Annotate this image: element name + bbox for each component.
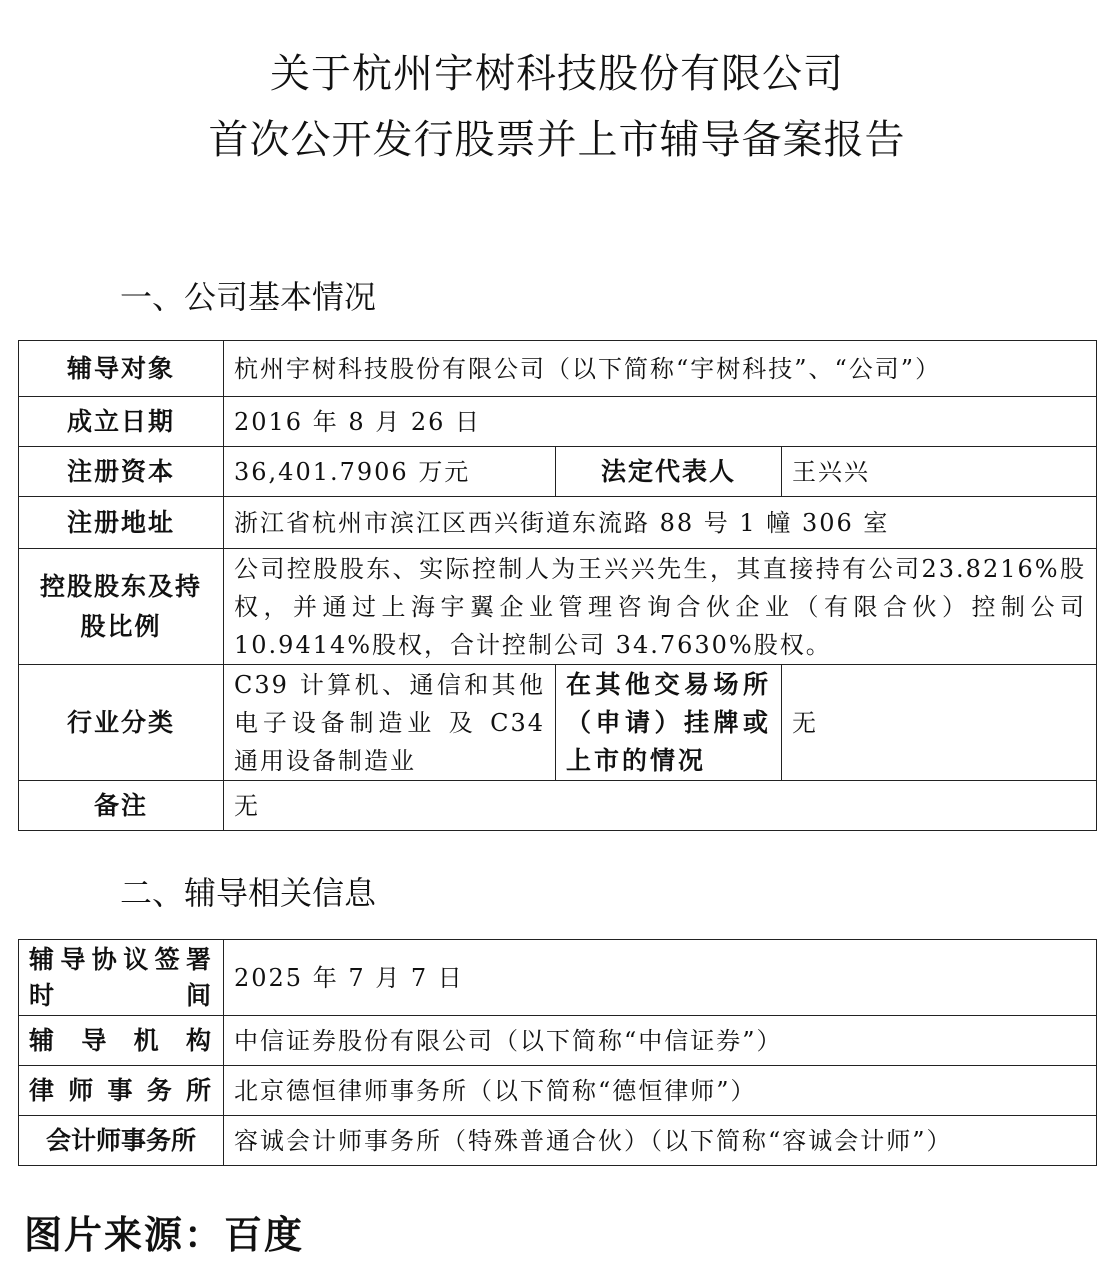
- agreement-value: 2025 年 7 月 7 日: [224, 940, 1097, 1016]
- table-row: [19, 940, 1097, 1016]
- table-row: [19, 549, 1097, 665]
- subject-label: 辅导对象: [19, 341, 224, 397]
- industry-label: 行业分类: [19, 665, 224, 781]
- agreement-label-line1: 辅导协议签署: [29, 944, 213, 974]
- founded-value: 2016 年 8 月 26 日: [224, 397, 1097, 447]
- industry-value: C39 计算机、通信和其他电子设备制造业 及 C34 通用设备制造业: [224, 665, 556, 781]
- document-title-line2: 首次公开发行股票并上市辅导备案报告: [208, 117, 906, 163]
- section1-heading: 一、公司基本情况: [120, 278, 377, 316]
- agreement-label: [19, 940, 224, 1016]
- table-row: [19, 447, 1097, 497]
- table-row: [19, 665, 1097, 781]
- address-label: 注册地址: [19, 497, 224, 549]
- subject-value: 杭州宇树科技股份有限公司（以下简称“宇树科技”、“公司”）: [224, 341, 1097, 397]
- tutoring-info-table: [18, 939, 1097, 1166]
- table-row: [19, 1116, 1097, 1166]
- listing-value: 无: [782, 665, 1097, 781]
- company-info-table: [18, 340, 1097, 831]
- remark-value: 无: [224, 781, 1097, 831]
- listing-label: 在其他交易场所（申请）挂牌或上市的情况: [556, 665, 782, 781]
- founded-label: 成立日期: [19, 397, 224, 447]
- law-firm-value: 北京德恒律师事务所（以下简称“德恒律师”）: [224, 1066, 1097, 1116]
- document-title-line1: 关于杭州宇树科技股份有限公司: [270, 51, 844, 97]
- capital-value: 36,401.7906 万元: [224, 447, 556, 497]
- legal-rep-label: 法定代表人: [556, 447, 782, 497]
- image-source-caption: 图片来源：百度: [24, 1213, 305, 1257]
- accounting-firm-value: 容诚会计师事务所（特殊普通合伙）（以下简称“容诚会计师”）: [224, 1116, 1097, 1166]
- table-row: [19, 1016, 1097, 1066]
- agreement-label-line2: 时 间: [29, 980, 213, 1010]
- legal-rep-value: 王兴兴: [782, 447, 1097, 497]
- capital-label: 注册资本: [19, 447, 224, 497]
- table-row: [19, 397, 1097, 447]
- section2-heading: 二、辅导相关信息: [120, 874, 377, 912]
- institution-label: 辅 导 机 构: [19, 1016, 224, 1066]
- holder-value: 公司控股股东、实际控制人为王兴兴先生，其直接持有公司23.8216%股权，并通过上海宇翼企业管理咨询合伙企业（有限合伙）控制公司 10.9414%股权，合计控制公司 34.7630%股权。: [224, 549, 1097, 665]
- law-firm-label: 律师事务所: [19, 1066, 224, 1116]
- address-value: 浙江省杭州市滨江区西兴街道东流路 88 号 1 幢 306 室: [224, 497, 1097, 549]
- table-row: [19, 341, 1097, 397]
- table-row: [19, 1066, 1097, 1116]
- table-row: [19, 781, 1097, 831]
- holder-label: 控股股东及持股比例: [19, 549, 224, 665]
- accounting-firm-label: 会计师事务所: [19, 1116, 224, 1166]
- institution-value: 中信证券股份有限公司（以下简称“中信证券”）: [224, 1016, 1097, 1066]
- table-row: [19, 497, 1097, 549]
- remark-label: 备注: [19, 781, 224, 831]
